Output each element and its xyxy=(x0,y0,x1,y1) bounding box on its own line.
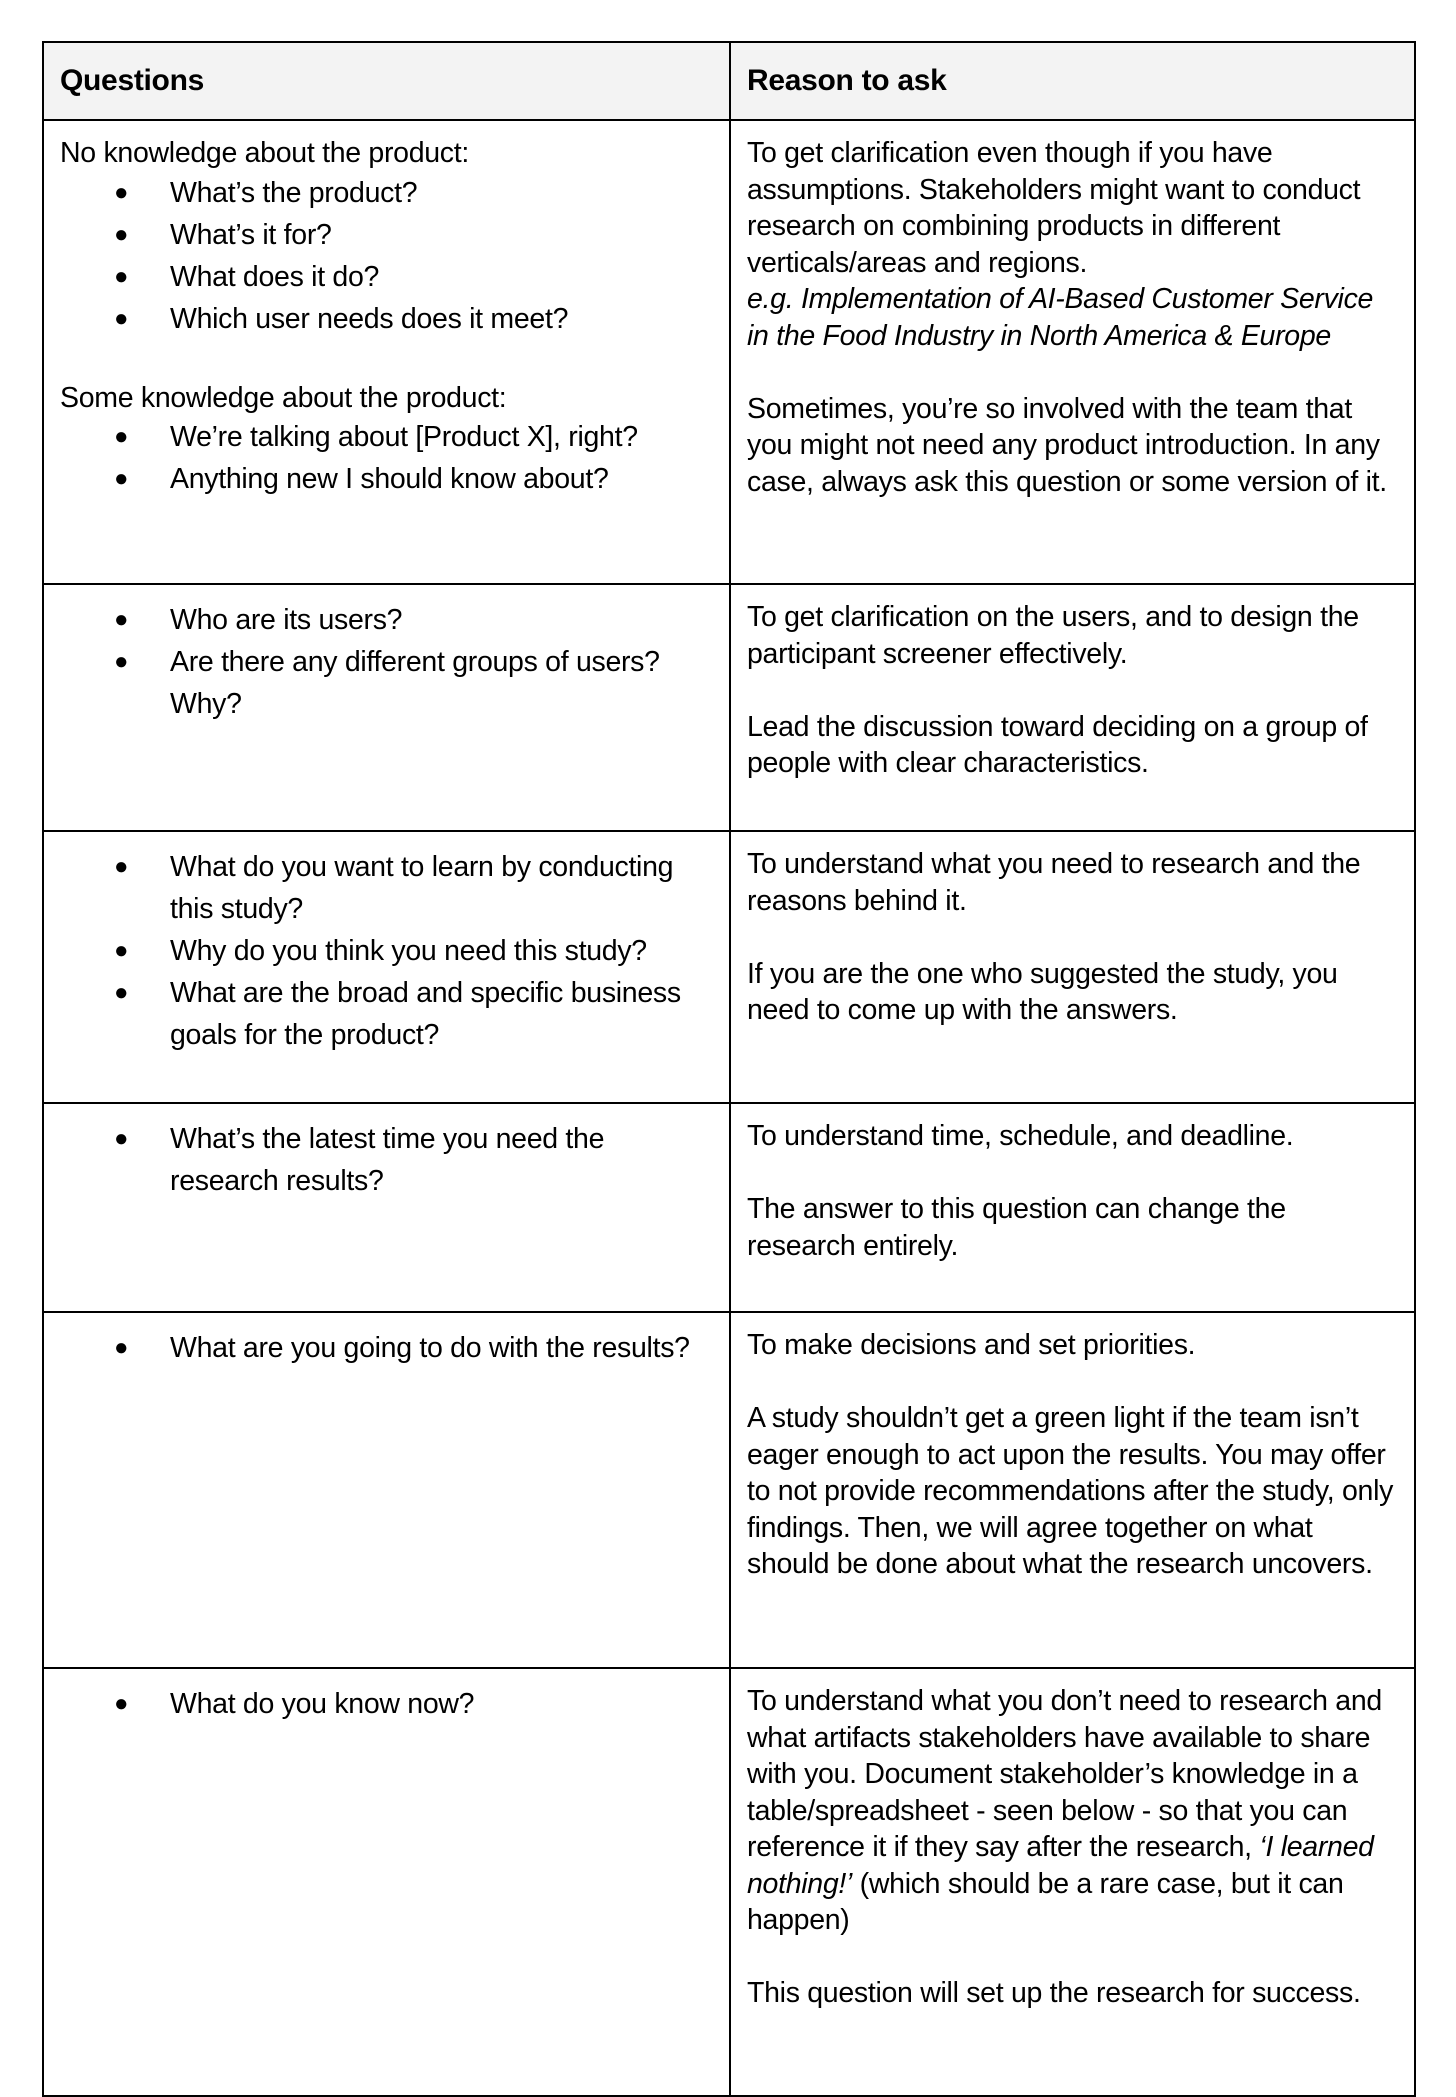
list-item: ● What’s the latest time you need the research results? xyxy=(60,1118,713,1202)
bullet-icon: ● xyxy=(114,1125,129,1152)
questions-cell xyxy=(43,1668,730,2096)
reason-quote: ‘I learned nothing!’ xyxy=(747,1831,1374,1900)
table-row xyxy=(43,584,1415,831)
reason-paragraph: To understand what you don’t need to research and what artifacts stakeholders have available to share with you. Document stakeholder’s knowledge in a table/spreadsheet - seen below - so that you can reference it if they say after the research, ‘I learned nothing!’ (which should be a rare case, but it can happen) xyxy=(747,1685,1382,1936)
questions-cell xyxy=(43,584,730,831)
table-row xyxy=(43,1103,1415,1312)
bullet-icon: ● xyxy=(114,465,129,492)
list-item: ● What do you want to learn by conducting this study? xyxy=(60,846,713,930)
bullet-icon: ● xyxy=(114,304,129,332)
list-item: ● What does it do? xyxy=(60,256,713,298)
reason-cell xyxy=(730,1668,1415,2096)
bullet-icon: ● xyxy=(114,1690,129,1717)
group-intro: No knowledge about the product: xyxy=(60,137,469,169)
list-item: ● What’s it for? xyxy=(60,214,713,256)
list-item: ● What’s the product? xyxy=(60,172,713,214)
reason-paragraph: To understand what you need to research and the reasons behind it. xyxy=(747,848,1361,917)
questions-cell xyxy=(43,120,730,584)
question-list xyxy=(60,599,713,725)
bullet-icon: ● xyxy=(114,937,129,964)
question-list xyxy=(60,1327,713,1369)
reason-paragraph: This question will set up the research for success. xyxy=(747,1977,1361,2009)
question-list xyxy=(60,1118,713,1202)
questions-cell xyxy=(43,831,730,1103)
list-item: ● What are the broad and specific business goals for the product? xyxy=(60,972,713,1056)
reason-paragraph: The answer to this question can change the research entirely. xyxy=(747,1193,1286,1262)
reason-cell xyxy=(730,831,1415,1103)
list-item: ● Are there any different groups of users? Why? xyxy=(60,641,713,725)
reason-paragraph: To understand time, schedule, and deadline. xyxy=(747,1120,1294,1152)
reason-paragraph: To get clarification even though if you have assumptions. Stakeholders might want to conduct research on combining products in different verticals/areas and regions. e.g. Implementation of AI-Based Customer Service in the Food Industry in North America & Europe xyxy=(747,137,1374,352)
list-item: ● What do you know now? xyxy=(60,1683,713,1725)
bullet-icon: ● xyxy=(114,979,129,1006)
bullet-icon: ● xyxy=(114,853,129,880)
reason-paragraph: To make decisions and set priorities. xyxy=(747,1329,1196,1361)
list-item: ● Why do you think you need this study? xyxy=(60,930,713,972)
reason-paragraph: A study shouldn’t get a green light if the team isn’t eager enough to act upon the results. You may offer to not provide recommendations after the study, only findings. Then, we will agree together on what should be done about what the research uncovers. xyxy=(747,1402,1394,1580)
group-intro: Some knowledge about the product: xyxy=(60,381,507,414)
bullet-icon: ● xyxy=(114,606,129,633)
header-reason: Reason to ask xyxy=(730,42,1415,120)
bullet-icon: ● xyxy=(114,178,129,206)
header-questions: Questions xyxy=(43,42,730,120)
bullet-icon: ● xyxy=(114,220,129,248)
reason-paragraph: If you are the one who suggested the study, you need to come up with the answers. xyxy=(747,957,1338,1026)
table-header-row xyxy=(43,42,1415,120)
questions-cell xyxy=(43,1103,730,1312)
reason-paragraph: Sometimes, you’re so involved with the team that you might not need any product introduction. In any case, always ask this question or some version of it. xyxy=(747,392,1387,498)
reason-cell xyxy=(730,1103,1415,1312)
bullet-icon: ● xyxy=(114,423,129,450)
reason-cell xyxy=(730,1312,1415,1668)
list-item: ● What are you going to do with the results? xyxy=(60,1327,713,1369)
list-item: ● We’re talking about [Product X], right? xyxy=(60,416,713,458)
table-row xyxy=(43,831,1415,1103)
list-item: ● Who are its users? xyxy=(60,599,713,641)
questions-cell xyxy=(43,1312,730,1668)
list-item: ● Anything new I should know about? xyxy=(60,458,713,500)
table-row xyxy=(43,120,1415,584)
questions-table xyxy=(42,41,1416,2097)
bullet-icon: ● xyxy=(114,648,129,675)
reason-cell xyxy=(730,584,1415,831)
question-list xyxy=(60,416,713,500)
question-list xyxy=(60,172,713,340)
reason-paragraph: To get clarification on the users, and to design the participant screener effectively. xyxy=(747,601,1359,670)
bullet-icon: ● xyxy=(114,1334,129,1361)
reason-cell xyxy=(730,120,1415,584)
question-list xyxy=(60,1683,713,1725)
reason-paragraph: Lead the discussion toward deciding on a group of people with clear characteristics. xyxy=(747,710,1368,779)
table-row xyxy=(43,1668,1415,2096)
list-item: ● Which user needs does it meet? xyxy=(60,298,713,340)
table-row xyxy=(43,1312,1415,1668)
bullet-icon: ● xyxy=(114,262,129,290)
question-list xyxy=(60,846,713,1056)
reason-example: e.g. Implementation of AI-Based Customer Service in the Food Industry in North America & Europe xyxy=(747,283,1374,352)
